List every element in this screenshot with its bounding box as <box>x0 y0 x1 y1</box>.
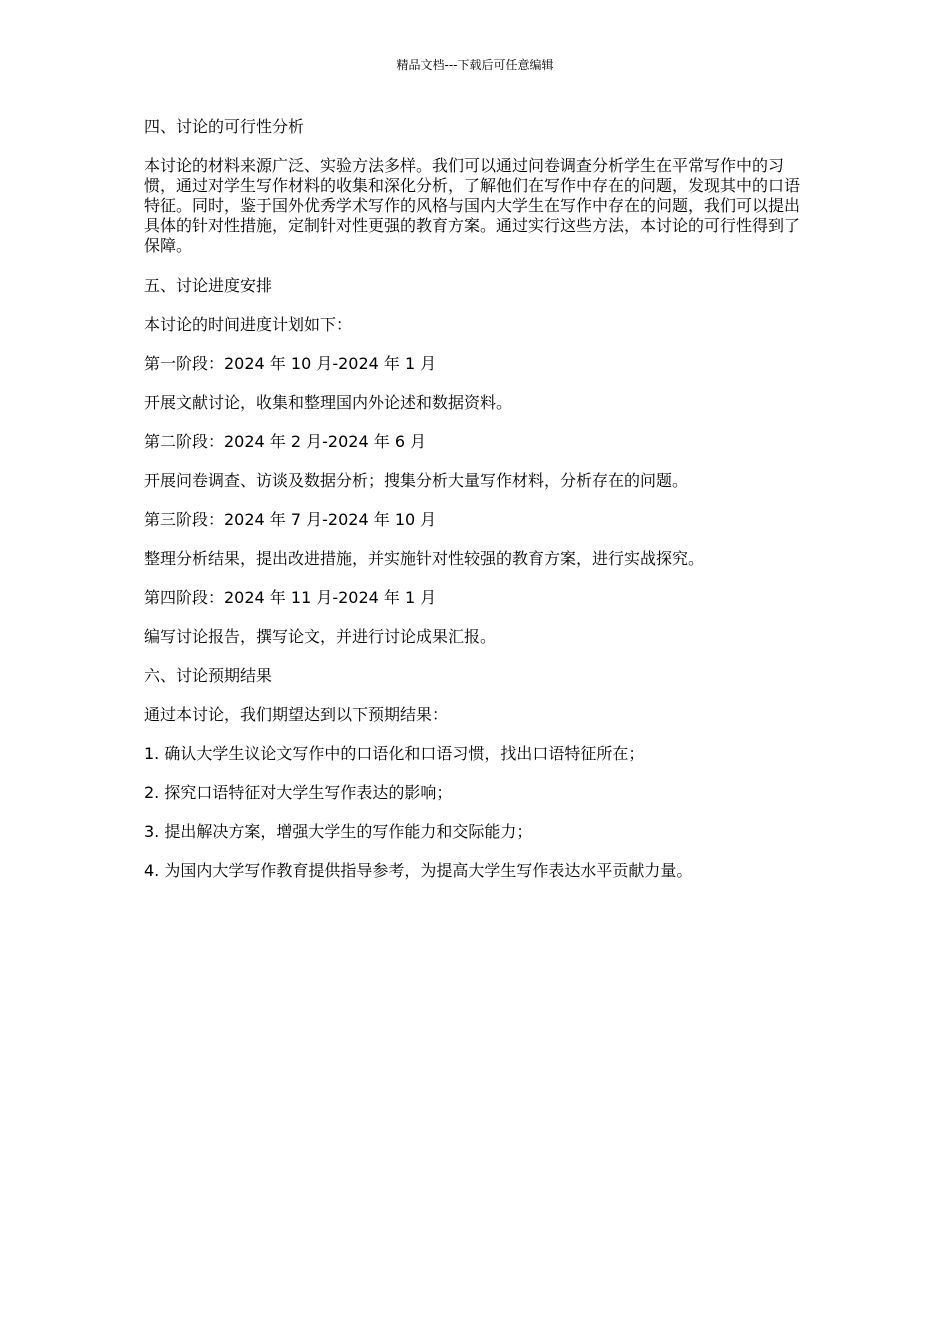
results-intro: 通过本讨论，我们期望达到以下预期结果： <box>144 705 449 724</box>
stage-title: 第三阶段：2024 年 7 月-2024 年 10 月 <box>144 510 437 529</box>
schedule-intro: 本讨论的时间进度计划如下： <box>144 315 353 334</box>
stage-description: 编写讨论报告，撰写论文，并进行讨论成果汇报。 <box>144 627 497 646</box>
stage-description: 开展文献讨论，收集和整理国内外论述和数据资料。 <box>144 393 513 412</box>
section-heading-results: 六、讨论预期结果 <box>144 666 273 685</box>
feasibility-paragraph: 本讨论的材料来源广泛、实验方法多样。我们可以通过问卷调查分析学生在平常写作中的习惯，通过对学生写作材料的收集和深化分析，了解他们在写作中存在的问题，发现其中的口语特征。同时，鉴于国外优秀学术写作的风格与国内大学生在写作中存在的问题，我们可以提出具体的针对性措施，定制针对性更强的教育方案。通过实行这些方法，本讨论的可行性得到了保障。 <box>144 156 801 255</box>
result-item: 2. 探究口语特征对大学生写作表达的影响； <box>144 783 453 802</box>
stage-description: 开展问卷调查、访谈及数据分析；搜集分析大量写作材料，分析存在的问题。 <box>144 471 689 490</box>
stage-title: 第二阶段：2024 年 2 月-2024 年 6 月 <box>144 432 427 451</box>
page-header: 精品文档---下载后可任意编辑 <box>396 58 554 72</box>
result-item: 3. 提出解决方案，增强大学生的写作能力和交际能力； <box>144 822 533 841</box>
result-item: 4. 为国内大学写作教育提供指导参考，为提高大学生写作表达水平贡献力量。 <box>144 861 693 880</box>
section-heading-schedule: 五、讨论进度安排 <box>144 276 273 295</box>
stage-title: 第四阶段：2024 年 11 月-2024 年 1 月 <box>144 588 437 607</box>
stage-title: 第一阶段：2024 年 10 月-2024 年 1 月 <box>144 354 437 373</box>
section-heading-feasibility: 四、讨论的可行性分析 <box>144 117 305 136</box>
stage-description: 整理分析结果，提出改进措施，并实施针对性较强的教育方案，进行实战探究。 <box>144 549 705 568</box>
document-body <box>144 117 800 900</box>
result-item: 1. 确认大学生议论文写作中的口语化和口语习惯，找出口语特征所在； <box>144 744 645 763</box>
